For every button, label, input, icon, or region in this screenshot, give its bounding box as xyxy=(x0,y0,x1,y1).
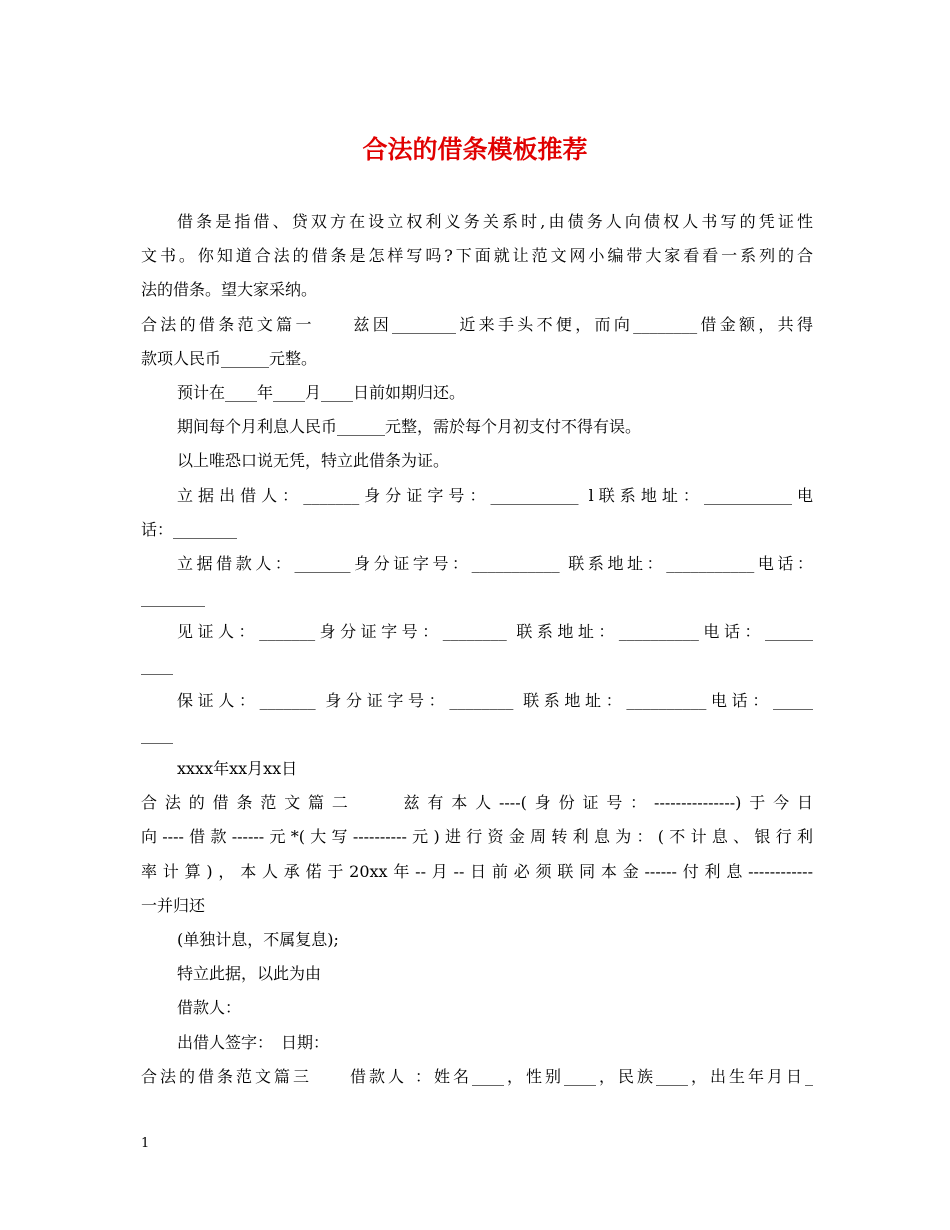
paragraph-line: 文书。你知道合法的借条是怎样写吗?下面就让范文网小编带大家看看一系列的合 xyxy=(141,246,813,266)
paragraph-line: 特立此据，以此为由 xyxy=(177,964,322,984)
paragraph-line: 立据借款人：_______身分证字号：___________ 联系地址：___________电话： xyxy=(177,553,813,573)
document-title: 合法的借条模板推荐 xyxy=(362,135,588,164)
paragraph-line: ________ xyxy=(141,588,205,608)
paragraph-line: 见证人：_______身分证字号：________ 联系地址：__________电话：______ xyxy=(177,622,813,642)
paragraph-line: 立据出借人：_______身分证字号：___________ l联系地址：___________电 xyxy=(177,485,813,505)
paragraph-line: (单独计息，不属复息); xyxy=(177,929,339,949)
paragraph-line: 出借人签字： 日期： xyxy=(177,1032,330,1052)
paragraph-line: xxxx年xx月xx日 xyxy=(177,759,298,778)
paragraph-line: 保证人：_______ 身分证字号：________ 联系地址：__________电话：_____ xyxy=(177,690,813,710)
paragraph-line: 话：________ xyxy=(141,519,238,539)
paragraph-line: 法的借条。望大家采纳。 xyxy=(141,280,318,300)
paragraph-line: 一并归还 xyxy=(141,895,206,915)
paragraph-line: 合法的借条范文篇二 兹有本人----(身份证号：---------------)于今日 xyxy=(141,793,813,813)
paragraph-line: ____ xyxy=(141,656,173,676)
paragraph-line: 款项人民币______元整。 xyxy=(141,348,318,368)
document-body xyxy=(141,205,813,1094)
paragraph-line: 预计在____年____月____日前如期归还。 xyxy=(177,382,466,402)
paragraph-line: 以上唯恐口说无凭，特立此借条为证。 xyxy=(177,451,450,471)
page-number: 1 xyxy=(141,1136,150,1151)
paragraph-line: ____ xyxy=(141,724,173,744)
paragraph-line: 借款人： xyxy=(177,998,242,1018)
paragraph-line: 向----借款------元*(大写----------元)进行资金周转利息为：(不计息、银行利 xyxy=(141,827,813,847)
paragraph-line: 率计算)，本人承偌于20xx年--月--日前必须联同本金------付利息------------ xyxy=(141,861,813,881)
paragraph-line: 借条是指借、贷双方在设立权利义务关系时,由债务人向债权人书写的凭证性 xyxy=(177,212,813,231)
paragraph-line: 合法的借条范文篇三 借款人 ：姓名____，性别____，民族____，出生年月日_ xyxy=(141,1066,813,1086)
paragraph-line: 期间每个月利息人民币______元整，需於每个月初支付不得有误。 xyxy=(177,417,642,437)
paragraph-line: 合法的借条范文篇一 兹因________近来手头不便，而向________借金额，共得 xyxy=(141,314,813,334)
